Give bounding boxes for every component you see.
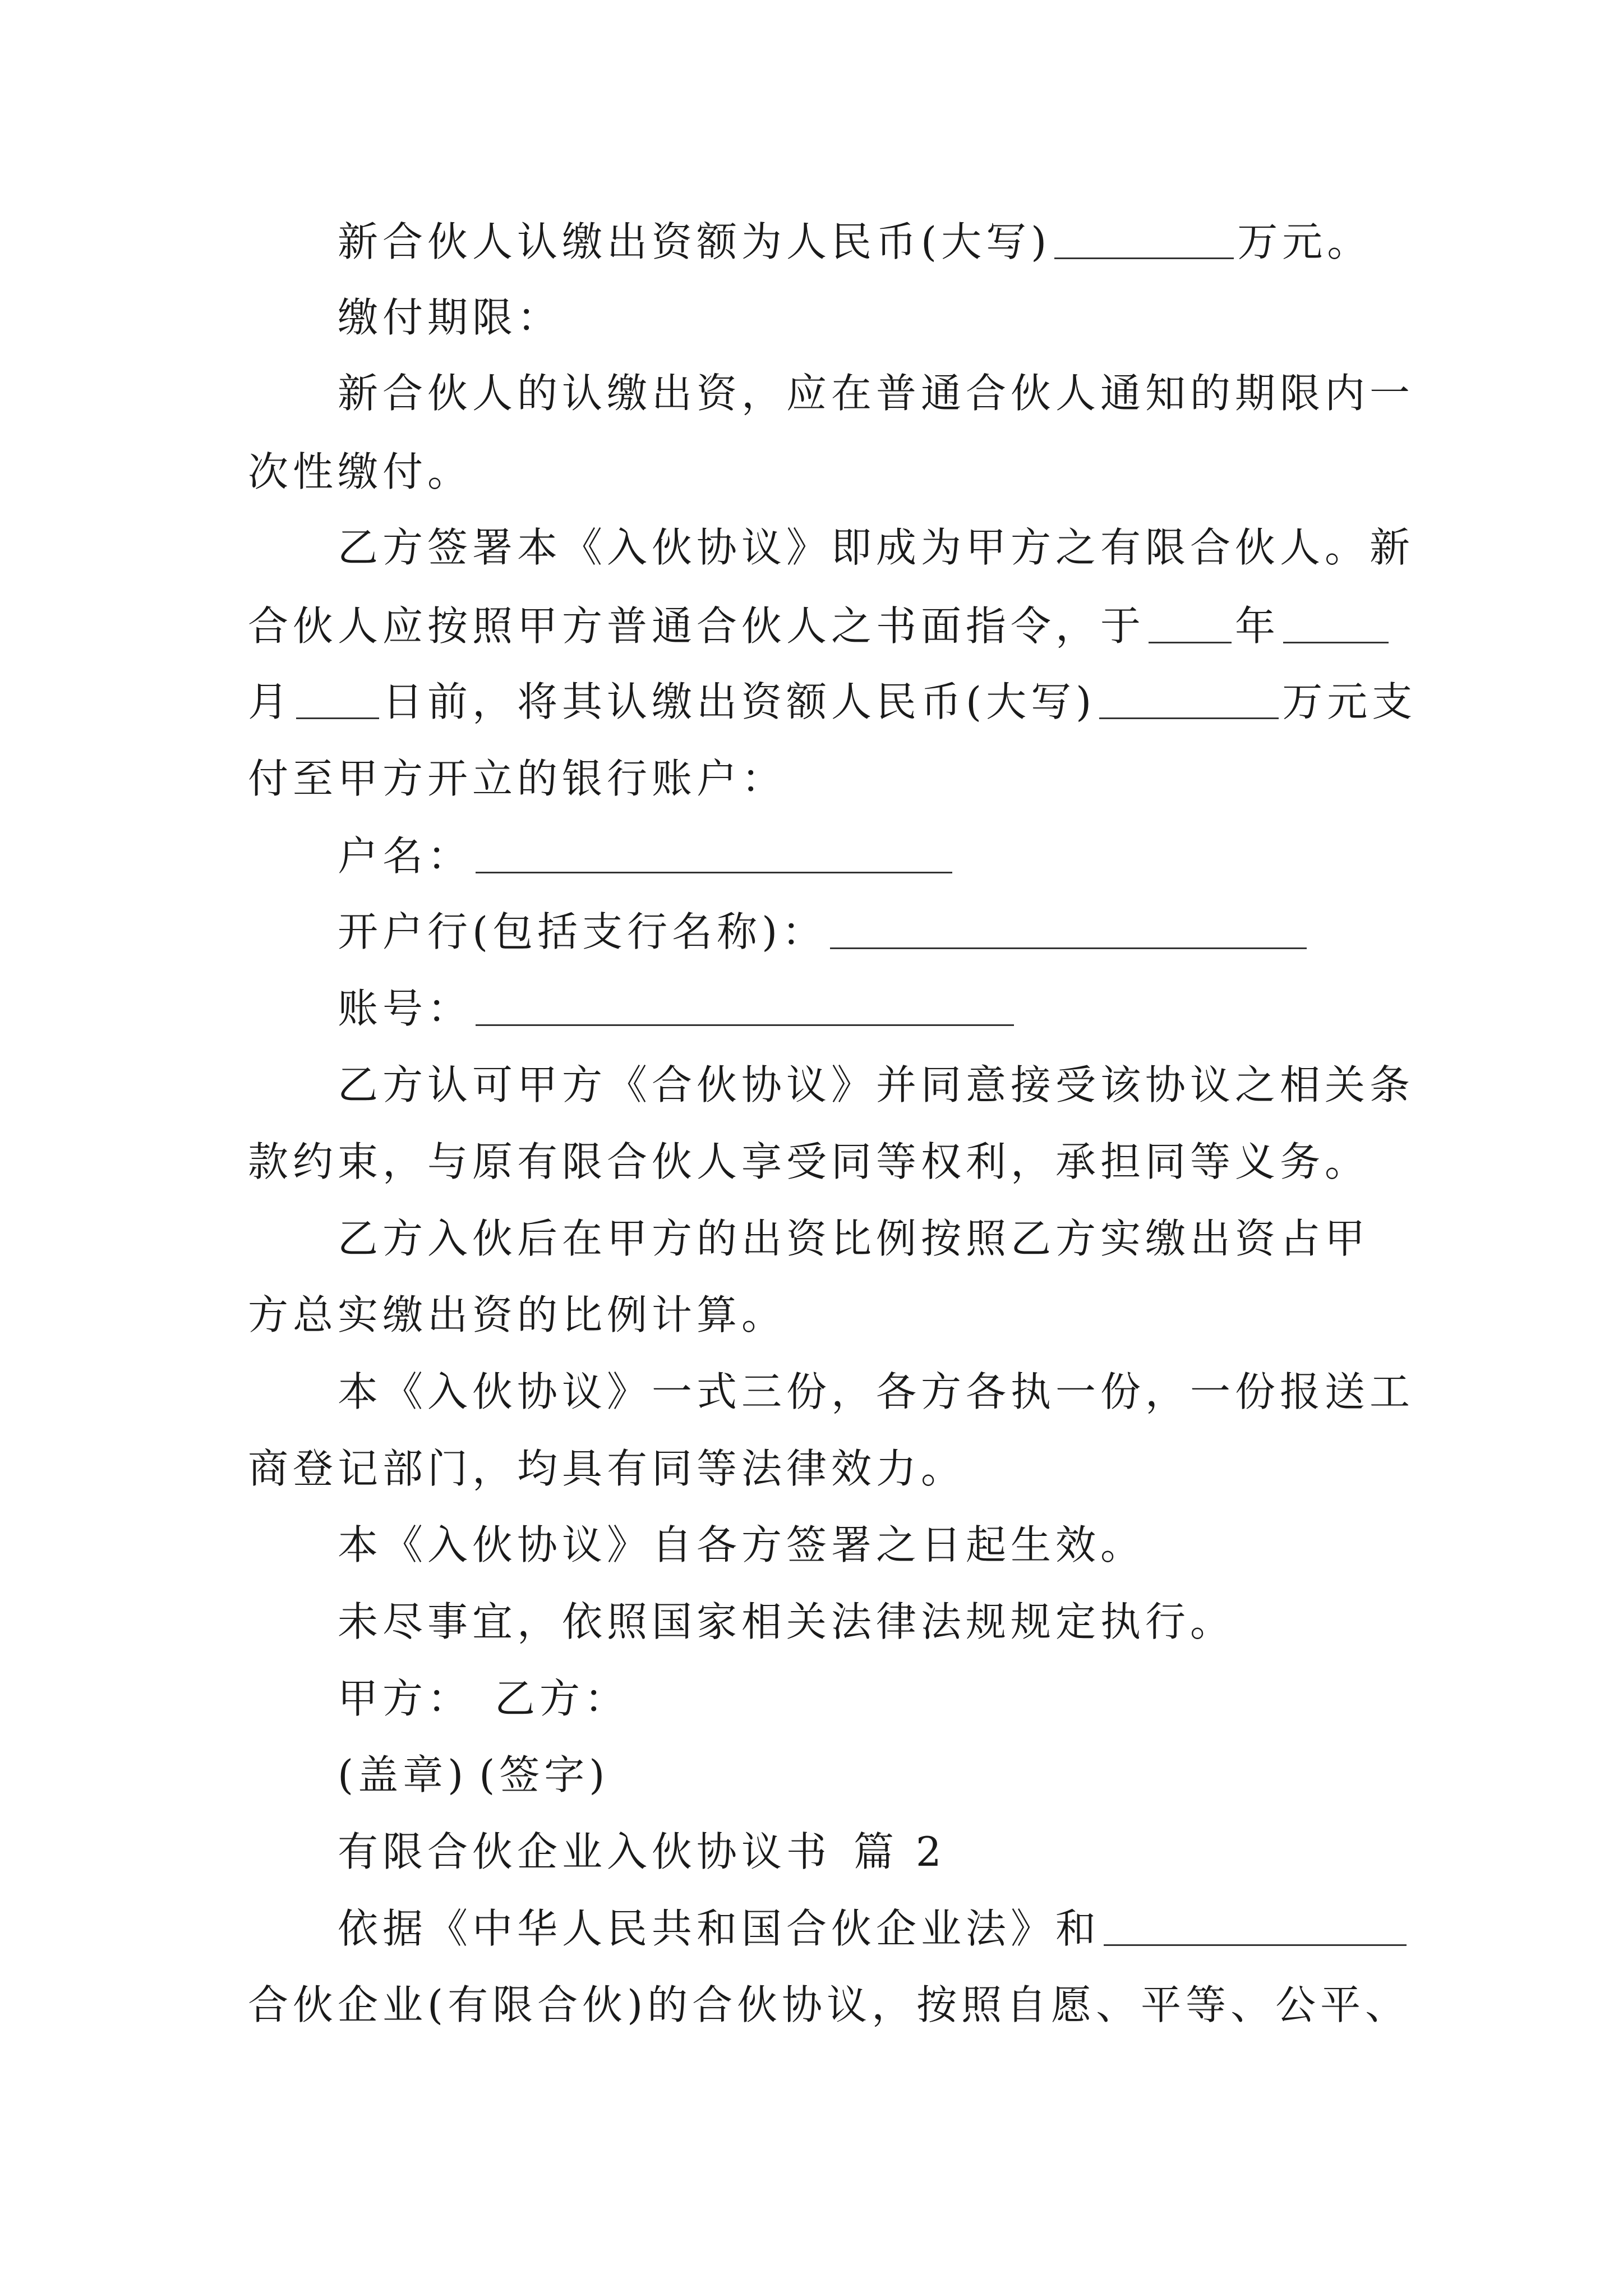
paragraph-line: 未尽事宜，依照国家相关法律法规规定执行。 <box>338 1598 1235 1645</box>
party-a-label: 甲方： <box>338 1675 473 1722</box>
paragraph-line: 商登记部门，均具有同等法律效力。 <box>248 1445 966 1492</box>
paragraph-line: 乙方入伙后在甲方的出资比例按照乙方实缴出资占甲 <box>338 1215 1370 1262</box>
section-number: 篇 2 <box>854 1828 946 1875</box>
paragraph-line: 款约束，与原有限合伙人享受同等权利，承担同等义务。 <box>248 1138 1370 1185</box>
section-heading <box>338 1828 946 1875</box>
signature-notes-line <box>338 1751 610 1798</box>
paragraph-line: 方总实缴出资的比例计算。 <box>248 1291 787 1338</box>
paragraph-line: 依据《中华人民共和国合伙企业法》和 <box>338 1908 1410 1949</box>
blank-field[interactable] <box>1104 1944 1407 1946</box>
account-name-field[interactable] <box>476 872 952 873</box>
signature-parties-line <box>338 1675 630 1722</box>
paragraph-line: 合伙企业(有限合伙)的合伙协议，按照自愿、平等、公平、 <box>248 1981 1410 2028</box>
paragraph-line: 缴付期限： <box>338 294 562 341</box>
paragraph-line: 付至甲方开立的银行账户： <box>248 755 787 802</box>
sign-note: (签字) <box>479 1751 610 1798</box>
paragraph-line: 乙方认可甲方《合伙协议》并同意接受该协议之相关条 <box>338 1061 1415 1108</box>
account-name-line: 户名： <box>338 836 956 876</box>
paragraph-line: 乙方签署本《入伙协议》即成为甲方之有限合伙人。新 <box>338 524 1415 571</box>
blank-field[interactable] <box>296 717 379 719</box>
section-title: 有限合伙企业入伙协议书 <box>338 1828 832 1875</box>
paragraph-line: 月 日前，将其认缴出资额人民币(大写) 万元支 <box>248 678 1417 725</box>
party-b-label: 乙方： <box>495 1675 630 1722</box>
paragraph-line: 合伙人应按照甲方普通合伙人之书面指令，于 年 <box>248 606 1392 646</box>
blank-field[interactable] <box>1054 257 1234 259</box>
bank-name-field[interactable] <box>830 947 1307 949</box>
paragraph-line: 新合伙人的认缴出资，应在普通合伙人通知的期限内一 <box>338 370 1415 417</box>
account-number-field[interactable] <box>476 1024 1014 1026</box>
account-number-line: 账号： <box>338 988 1017 1029</box>
bank-name-line: 开户行(包括支行名称)： <box>338 912 1310 952</box>
blank-field[interactable] <box>1149 642 1232 643</box>
blank-field[interactable] <box>1099 717 1279 719</box>
paragraph-line: 次性缴付。 <box>248 448 473 495</box>
seal-note: (盖章) <box>338 1751 468 1798</box>
paragraph-line: 本《入伙协议》自各方签署之日起生效。 <box>338 1521 1146 1568</box>
paragraph-line: 新合伙人认缴出资额为人民币(大写) 万元。 <box>338 218 1372 265</box>
paragraph-line: 本《入伙协议》一式三份，各方各执一份，一份报送工 <box>338 1368 1415 1415</box>
blank-field[interactable] <box>1283 642 1389 643</box>
